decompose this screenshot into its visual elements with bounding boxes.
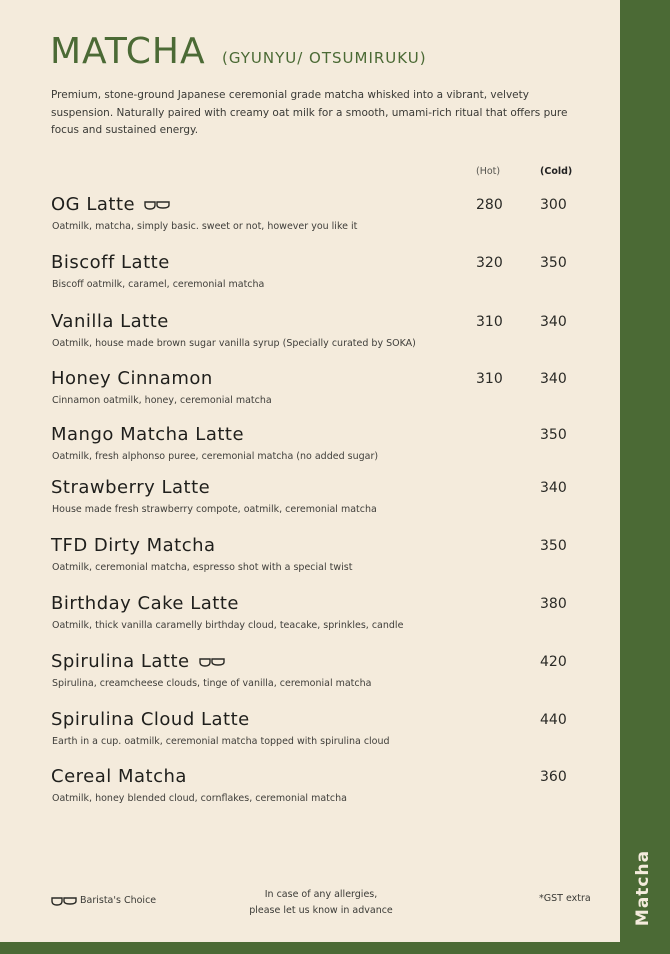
menu-item-description: Biscoff oatmilk, caramel, ceremonial matcha <box>52 279 265 290</box>
menu-item-description: Cinnamon oatmilk, honey, ceremonial matcha <box>52 395 272 406</box>
menu-item <box>51 368 591 418</box>
price-cold: 360 <box>540 769 567 785</box>
menu-item <box>51 709 591 759</box>
menu-item-name-text: Strawberry Latte <box>51 477 211 498</box>
menu-item-name <box>51 194 170 216</box>
menu-item-name-text: Vanilla Latte <box>51 311 169 332</box>
gst-note: *GST extra <box>539 893 591 904</box>
menu-item <box>51 252 591 302</box>
menu-item-description: Earth in a cup. oatmilk, ceremonial matcha topped with spirulina cloud <box>52 736 390 747</box>
menu-item-description: Oatmilk, fresh alphonso puree, ceremonial matcha (no added sugar) <box>52 451 379 462</box>
allergy-notice <box>221 887 421 918</box>
price-cold: 420 <box>540 654 567 670</box>
cup-icon <box>199 657 225 667</box>
menu-item-name-text: Birthday Cake Latte <box>51 593 239 614</box>
footer-legend <box>51 895 156 906</box>
menu-item-name <box>51 311 169 333</box>
price-cold: 340 <box>540 371 567 387</box>
column-header-cold: (Cold) <box>540 166 573 177</box>
side-section-label: Matcha <box>633 849 653 927</box>
price-cold: 380 <box>540 596 567 612</box>
price-cold: 350 <box>540 255 567 271</box>
menu-item-name-text: Spirulina Latte <box>51 651 190 672</box>
price-hot: 320 <box>476 255 503 271</box>
menu-item-name-text: Spirulina Cloud Latte <box>51 709 250 730</box>
menu-item-name <box>51 709 250 731</box>
menu-item-name <box>51 535 216 557</box>
price-hot: 310 <box>476 314 503 330</box>
menu-item <box>51 535 591 585</box>
menu-item-name <box>51 368 213 390</box>
menu-item <box>51 766 591 816</box>
price-hot: 280 <box>476 197 503 213</box>
cup-icon <box>51 896 77 906</box>
menu-item-name-text: OG Latte <box>51 194 136 215</box>
menu-item-description: Oatmilk, thick vanilla caramelly birthday cloud, teacake, sprinkles, candle <box>52 620 404 631</box>
page-title: MATCHA <box>50 31 206 72</box>
menu-item <box>51 477 591 527</box>
menu-item <box>51 194 591 244</box>
price-cold: 340 <box>540 314 567 330</box>
menu-item-name-text: Mango Matcha Latte <box>51 424 245 445</box>
menu-item-name-text: Honey Cinnamon <box>51 368 213 389</box>
menu-item-description: Oatmilk, house made brown sugar vanilla syrup (Specially curated by SOKA) <box>52 338 416 349</box>
allergy-line-1: In case of any allergies, <box>264 889 378 900</box>
menu-item <box>51 311 591 361</box>
menu-item-name <box>51 252 170 274</box>
menu-item-description: Spirulina, creamcheese clouds, tinge of vanilla, ceremonial matcha <box>52 678 372 689</box>
menu-item-name-text: Cereal Matcha <box>51 766 187 787</box>
menu-item-name-text: Biscoff Latte <box>51 252 170 273</box>
menu-item-description: Oatmilk, ceremonial matcha, espresso shot with a special twist <box>52 562 353 573</box>
menu-item-description: House made fresh strawberry compote, oatmilk, ceremonial matcha <box>52 504 377 515</box>
menu-item-name-text: TFD Dirty Matcha <box>51 535 216 556</box>
menu-item <box>51 593 591 643</box>
bottom-strip <box>0 942 670 954</box>
intro-text: Premium, stone-ground Japanese ceremonial grade matcha whisked into a vibrant, velvety suspension. Naturally paired with creamy oat milk for a smooth, umami-rich ritual that offers pure focus and sustained energy. <box>51 89 568 136</box>
allergy-line-2: please let us know in advance <box>249 904 393 916</box>
menu-item <box>51 651 591 701</box>
price-cold: 440 <box>540 712 567 728</box>
price-cold: 340 <box>540 480 567 496</box>
page-subtitle: (GYUNYU/ OTSUMIRUKU) <box>222 49 427 67</box>
menu-item-description: Oatmilk, matcha, simply basic. sweet or not, however you like it <box>52 221 358 232</box>
menu-item-name <box>51 766 187 788</box>
side-band <box>620 0 670 942</box>
price-cold: 350 <box>540 427 567 443</box>
menu-item-name <box>51 593 239 615</box>
price-cold: 350 <box>540 538 567 554</box>
price-cold: 300 <box>540 197 567 213</box>
menu-item-name <box>51 651 225 673</box>
column-header-hot: (Hot) <box>476 166 501 177</box>
menu-item-description: Oatmilk, honey blended cloud, cornflakes, ceremonial matcha <box>52 793 347 804</box>
menu-item-name <box>51 424 244 446</box>
menu-item <box>51 424 591 474</box>
cup-icon <box>144 200 170 210</box>
price-hot: 310 <box>476 371 503 387</box>
menu-item-name <box>51 477 210 499</box>
legend-label: Barista's Choice <box>80 895 157 906</box>
